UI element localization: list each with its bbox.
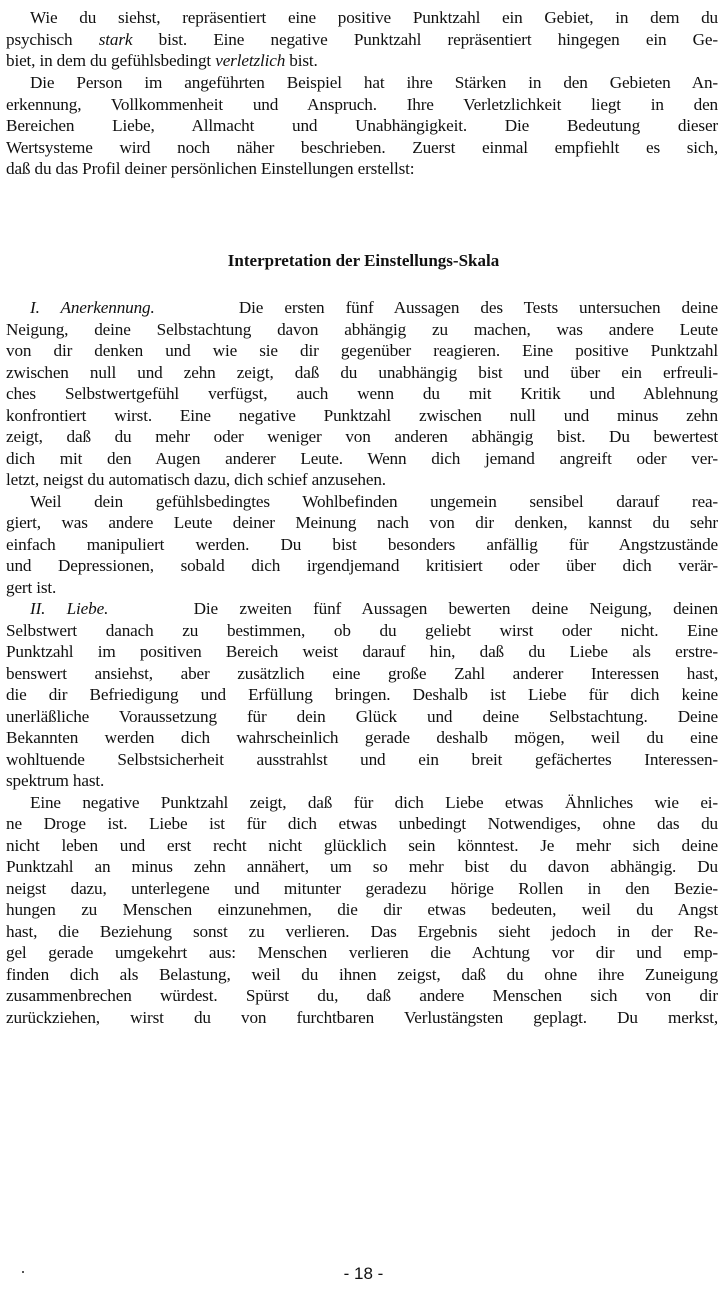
text-line: letzt, neigst du automatisch dazu, dich schief anzusehen.	[6, 470, 386, 489]
section-label-liebe: II. Liebe.	[30, 599, 109, 618]
text-line: II. Liebe. Die zweiten fünf Aussagen bewerten deine Neigung, deinen	[30, 599, 718, 618]
text-line: zwischen null und zehn zeigt, daß du unabhängig bist und über ein erfreuli-	[6, 362, 718, 382]
text-line: konfrontiert wirst. Eine negative Punktzahl zwischen null und minus zehn	[6, 405, 718, 425]
text-line: Wertsysteme wird noch näher beschrieben. Zuerst einmal empfiehlt es sich,	[6, 137, 718, 157]
text-line: psychisch stark bist. Eine negative Punktzahl repräsentiert hingegen ein Ge-	[6, 29, 718, 49]
text-line: ches Selbstwertgefühl verfügst, auch wenn du mit Kritik und Ablehnung	[6, 384, 718, 403]
section-heading: Interpretation der Einstellungs-Skala	[227, 251, 500, 270]
text-line: Eine negative Punktzahl zeigt, daß für dich Liebe etwas Ähnliches wie ei-	[30, 792, 718, 812]
text-line: Neigung, deine Selbstachtung davon abhängig zu machen, was andere Leute	[6, 319, 718, 339]
page-number: - 18 -	[343, 1264, 384, 1283]
text-line: Die Person im angeführten Beispiel hat ihre Stärken in den Gebieten An-	[30, 73, 718, 92]
text-line: Bekannten werden dich wahrscheinlich gerade deshalb mögen, weil du eine	[6, 728, 718, 747]
text-line: erkennung, Vollkommenheit und Anspruch. Ihre Verletzlichkeit liegt in den	[6, 94, 718, 114]
text-line: und Depressionen, sobald dich irgendjemand kritisiert oder über dich verär-	[6, 556, 718, 575]
text-line: daß du das Profil deiner persönlichen Einstellungen erstellst:	[6, 159, 415, 178]
text-line: Punktzahl im positiven Bereich weist darauf hin, daß du Liebe als erstre-	[6, 642, 718, 661]
text-line: biet, in dem du gefühlsbedingt verletzlich bist.	[6, 51, 318, 70]
text-line: Weil dein gefühlsbedingtes Wohlbefinden ungemein sensibel darauf rea-	[30, 491, 718, 511]
text-line: von dir denken und wie sie dir gegenüber reagieren. Eine positive Punktzahl	[6, 341, 718, 360]
text-line: neigst dazu, unterlegene und mitunter geradezu hörige Rollen in den Bezie-	[6, 878, 718, 898]
text-line: wohltuende Selbstsicherheit ausstrahlst und ein breit gefächertes Interessen-	[6, 749, 718, 769]
text-line: ne Droge ist. Liebe ist für dich etwas unbedingt Notwendiges, ohne das du	[6, 814, 718, 833]
text-line: Selbstwert danach zu bestimmen, ob du geliebt wirst oder nicht. Eine	[6, 620, 718, 640]
text-line: benswert ansiehst, aber zusätzlich eine große Zahl anderer Interessen hast,	[6, 663, 718, 683]
section-label-anerkennung: I. Anerkennung.	[30, 298, 155, 317]
emphasis-verletzlich: verletzlich	[215, 51, 286, 70]
text-line: Wie du siehst, repräsentiert eine positive Punktzahl ein Gebiet, in dem du	[30, 8, 718, 27]
text-line: unerläßliche Voraussetzung für dein Glück und deine Selbstachtung. Deine	[6, 706, 718, 726]
text-line: die dir Befriedigung und Erfüllung bringen. Deshalb ist Liebe für dich keine	[6, 685, 718, 704]
text-line: I. Anerkennung. Die ersten fünf Aussagen des Tests untersuchen deine	[30, 298, 718, 317]
text-line: Bereichen Liebe, Allmacht und Unabhängigkeit. Die Bedeutung dieser	[6, 116, 718, 135]
text-line: hast, die Beziehung sonst zu verlieren. Das Ergebnis sieht jedoch in der Re-	[6, 921, 718, 941]
text-line: zusammenbrechen würdest. Spürst du, daß andere Menschen sich von dir	[6, 986, 718, 1005]
text-line: nicht leben und erst recht nicht glücklich sein könntest. Je mehr sich deine	[6, 835, 718, 855]
text-line: zurückziehen, wirst du von furchtbaren Verlustängsten geplagt. Du merkst,	[6, 1007, 718, 1027]
emphasis-stark: stark	[98, 29, 133, 49]
text-line: spektrum hast.	[6, 771, 105, 790]
text-line: giert, was andere Leute deiner Meinung nach von dir denken, kannst du sehr	[6, 513, 718, 532]
text-line: Punktzahl an minus zehn annähert, um so mehr bist du davon abhängig. Du	[6, 857, 718, 876]
text-line: finden dich als Belastung, weil du ihnen zeigst, daß du ohne ihre Zuneigung	[6, 964, 718, 984]
text-line: zeigt, daß du mehr oder weniger von anderen abhängig bist. Du bewertest	[6, 427, 718, 446]
text-line: gel gerade umgekehrt aus: Menschen verlieren die Achtung vor dir und emp-	[6, 943, 718, 962]
text-line: gert ist.	[6, 577, 57, 597]
text-line: einfach manipuliert werden. Du bist besonders anfällig für Angstzustände	[6, 534, 718, 554]
text-line: dich mit den Augen anderer Leute. Wenn dich jemand angreift oder ver-	[6, 448, 718, 468]
text-line: hungen zu Menschen einzunehmen, die dir etwas bedeuten, weil du Angst	[6, 900, 718, 919]
